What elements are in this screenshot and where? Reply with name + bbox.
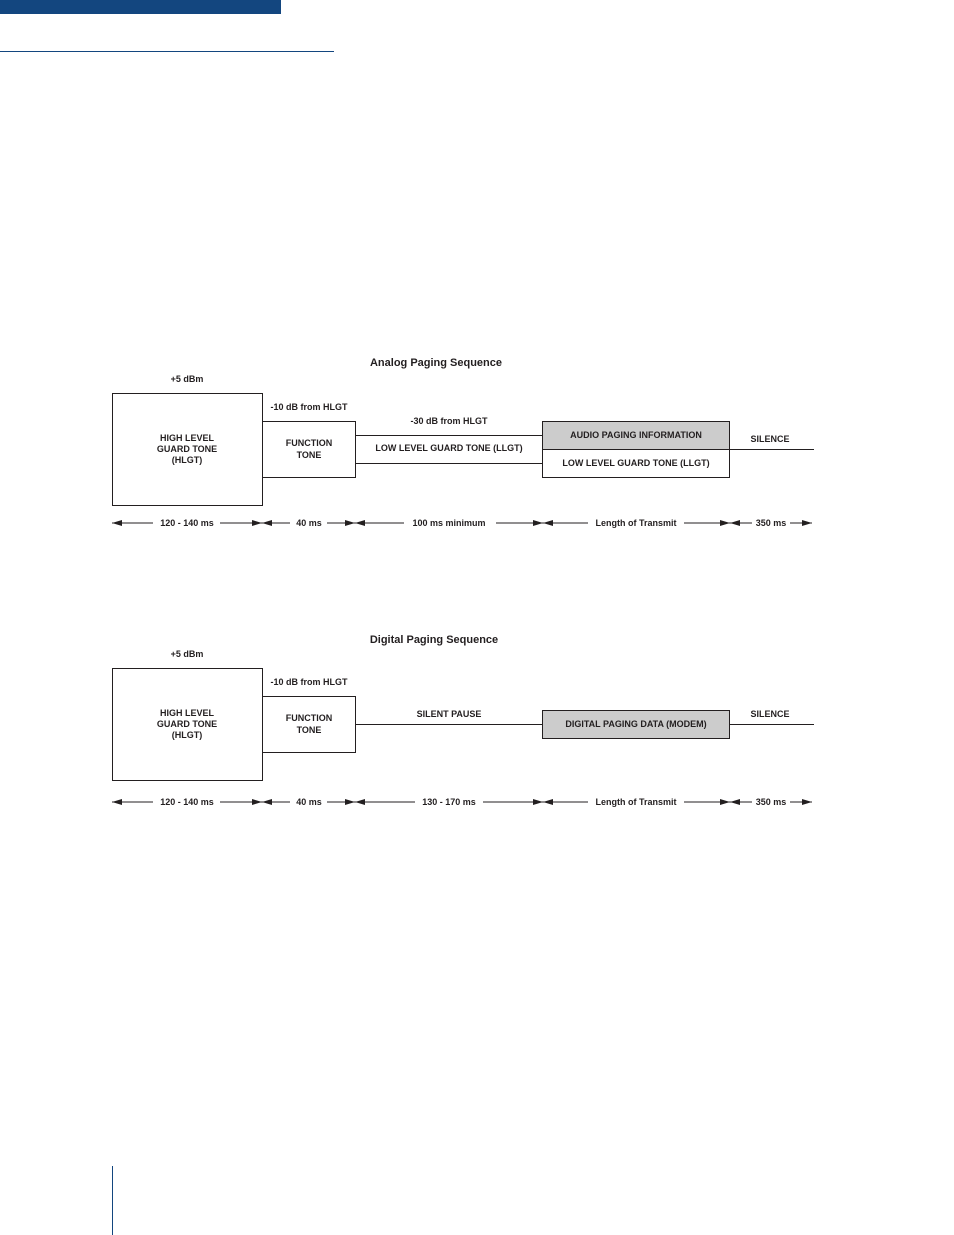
- analog-audio-label: AUDIO PAGING INFORMATION: [570, 430, 702, 440]
- digital-t1-label: 120 - 140 ms: [160, 797, 214, 807]
- analog-silence-label: SILENCE: [750, 434, 790, 444]
- digital-function-line-2: TONE: [296, 725, 322, 735]
- analog-hlgt-level: +5 dBm: [170, 374, 204, 384]
- analog-function-line-2: TONE: [296, 450, 322, 460]
- analog-t3-label: 100 ms minimum: [412, 518, 486, 528]
- digital-t2-label: 40 ms: [296, 797, 322, 807]
- digital-hlgt-line-2: GUARD TONE: [156, 719, 218, 729]
- digital-function-line-1: FUNCTION: [285, 713, 333, 723]
- analog-hlgt-line-1: HIGH LEVEL: [159, 433, 215, 443]
- digital-t3-label: 130 - 170 ms: [422, 797, 476, 807]
- digital-title: Digital Paging Sequence: [369, 634, 499, 646]
- analog-t4-label: Length of Transmit: [595, 518, 677, 528]
- digital-pause-label: SILENT PAUSE: [416, 709, 482, 719]
- analog-llgt-label: LOW LEVEL GUARD TONE (LLGT): [375, 443, 523, 453]
- analog-title: Analog Paging Sequence: [369, 357, 503, 369]
- analog-audio-llgt-label: LOW LEVEL GUARD TONE (LLGT): [562, 458, 710, 468]
- digital-silence-label: SILENCE: [750, 709, 790, 719]
- digital-function-level: -10 dB from HLGT: [270, 677, 348, 687]
- digital-t4-label: Length of Transmit: [595, 797, 677, 807]
- digital-t5-label: 350 ms: [755, 797, 787, 807]
- digital-hlgt-line-1: HIGH LEVEL: [159, 708, 215, 718]
- analog-hlgt-line-2: GUARD TONE: [156, 444, 218, 454]
- analog-sequence: [112, 357, 814, 528]
- analog-t5-label: 350 ms: [755, 518, 787, 528]
- digital-data-label: DIGITAL PAGING DATA (MODEM): [565, 719, 707, 729]
- digital-hlgt-line-3: (HLGT): [171, 730, 203, 740]
- digital-sequence: [112, 634, 814, 807]
- analog-t1-label: 120 - 140 ms: [160, 518, 214, 528]
- digital-hlgt-level: +5 dBm: [170, 649, 204, 659]
- analog-hlgt-line-3: (HLGT): [171, 455, 203, 465]
- analog-timeline: [112, 518, 812, 528]
- digital-timeline: [112, 797, 812, 807]
- analog-function-level: -10 dB from HLGT: [270, 402, 348, 412]
- analog-t2-label: 40 ms: [296, 518, 322, 528]
- analog-llgt-level: -30 dB from HLGT: [410, 416, 488, 426]
- analog-function-line-1: FUNCTION: [285, 438, 333, 448]
